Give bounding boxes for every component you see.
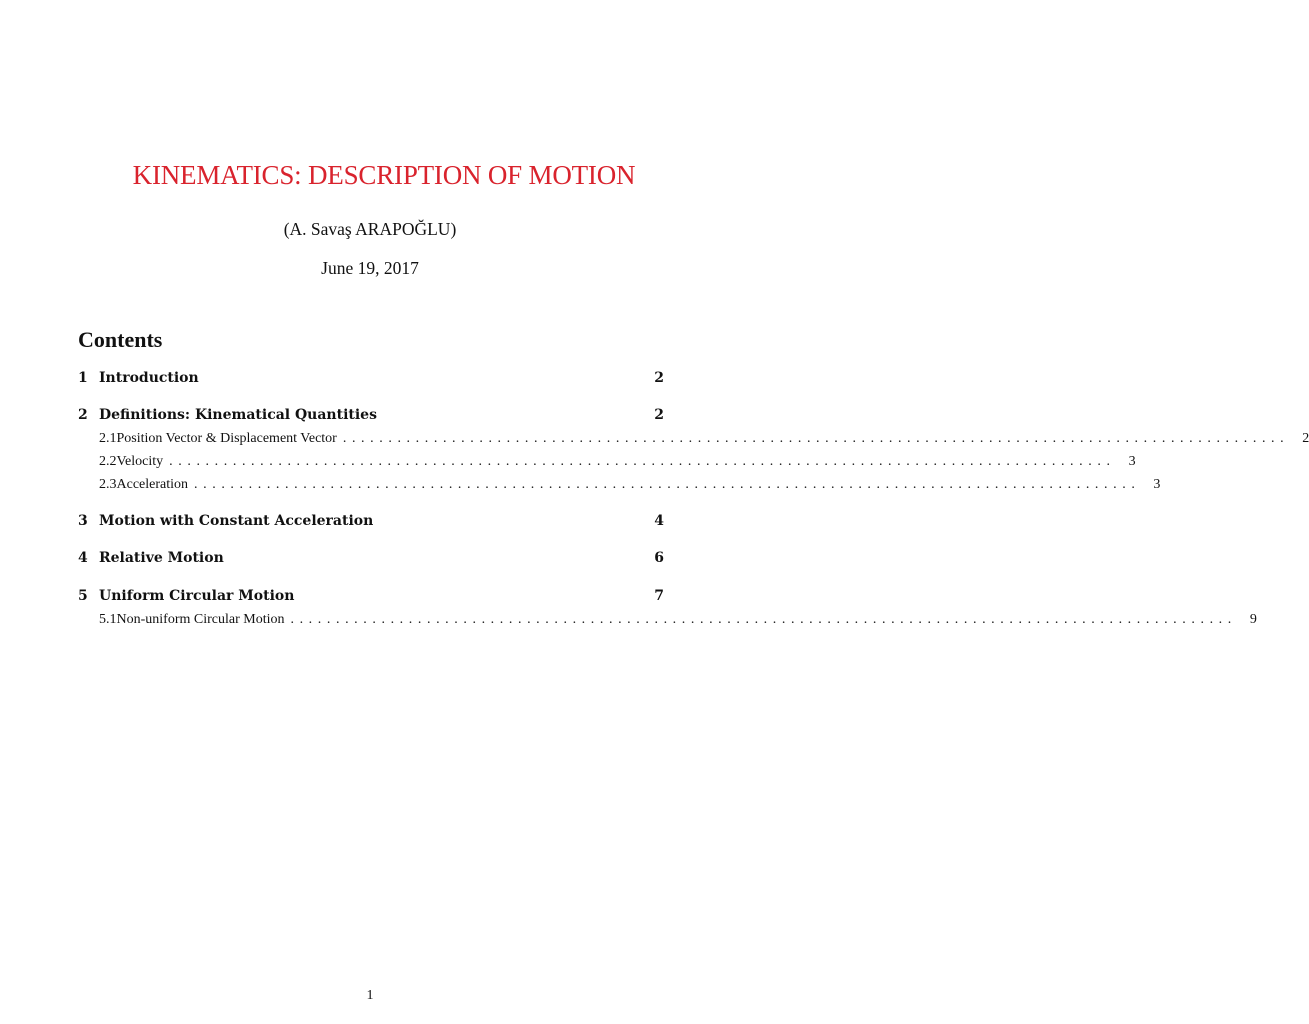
- toc-subsection-title: Position Vector & Displacement Vector: [116, 431, 337, 446]
- document-author: (A. Savaş ARAPOĞLU): [283, 219, 457, 239]
- toc-subsection-title: Velocity: [116, 454, 164, 469]
- toc-entry-constant-acceleration[interactable]: [78, 513, 664, 533]
- toc-entry-circular-motion[interactable]: [78, 588, 664, 608]
- toc-page-number: 3: [1128, 454, 1136, 469]
- toc-subsection-title: Acceleration: [116, 477, 189, 492]
- toc-page-number: 2: [654, 407, 664, 423]
- document-title: KINEMATICS: DESCRIPTION OF MOTION: [132, 160, 636, 190]
- toc-section-number: 5: [78, 588, 88, 604]
- toc-section-title: Uniform Circular Motion: [99, 588, 295, 604]
- toc-page-number: 6: [654, 550, 664, 566]
- toc-subsection-title: Non-uniform Circular Motion: [116, 612, 285, 627]
- toc-section-number: 1: [78, 370, 88, 386]
- toc-subsection-number: 2.2: [99, 454, 117, 469]
- toc-entry-definitions[interactable]: [78, 407, 664, 427]
- dot-leader: ........................................................................................................: [290, 612, 1237, 627]
- document-date: June 19, 2017: [321, 258, 419, 278]
- toc-entry-position-vector[interactable]: [78, 431, 1309, 451]
- toc-subsection-number: 2.1: [99, 431, 117, 446]
- toc-entry-non-uniform-circular[interactable]: [78, 612, 1257, 632]
- toc-subsection-number: 5.1: [99, 612, 117, 627]
- toc-page-number: 3: [1153, 477, 1161, 492]
- dot-leader: ........................................................................................................: [194, 477, 1141, 492]
- toc-entry-acceleration[interactable]: [78, 477, 1161, 497]
- toc-entry-relative-motion[interactable]: [78, 550, 664, 570]
- toc-section-title: Introduction: [99, 370, 199, 386]
- toc-section-number: 4: [78, 550, 88, 566]
- dot-leader: ........................................................................................................: [342, 431, 1290, 446]
- toc-page-number: 2: [654, 370, 664, 386]
- toc-section-number: 3: [78, 513, 88, 529]
- toc-section-title: Definitions: Kinematical Quantities: [99, 407, 377, 423]
- page-number: 1: [366, 988, 374, 1003]
- contents-heading: Contents: [78, 327, 163, 352]
- toc-page-number: 4: [654, 513, 664, 529]
- toc-page-number: 9: [1249, 612, 1257, 627]
- toc-entry-introduction[interactable]: [78, 370, 664, 390]
- toc-page-number: 7: [654, 588, 664, 604]
- toc-subsection-number: 2.3: [99, 477, 117, 492]
- toc-section-title: Relative Motion: [99, 550, 224, 566]
- toc-section-number: 2: [78, 407, 88, 423]
- toc-section-title: Motion with Constant Acceleration: [99, 513, 374, 529]
- toc-entry-velocity[interactable]: [78, 454, 1136, 474]
- toc-page-number: 2: [1302, 431, 1309, 446]
- dot-leader: ........................................................................................................: [169, 454, 1116, 469]
